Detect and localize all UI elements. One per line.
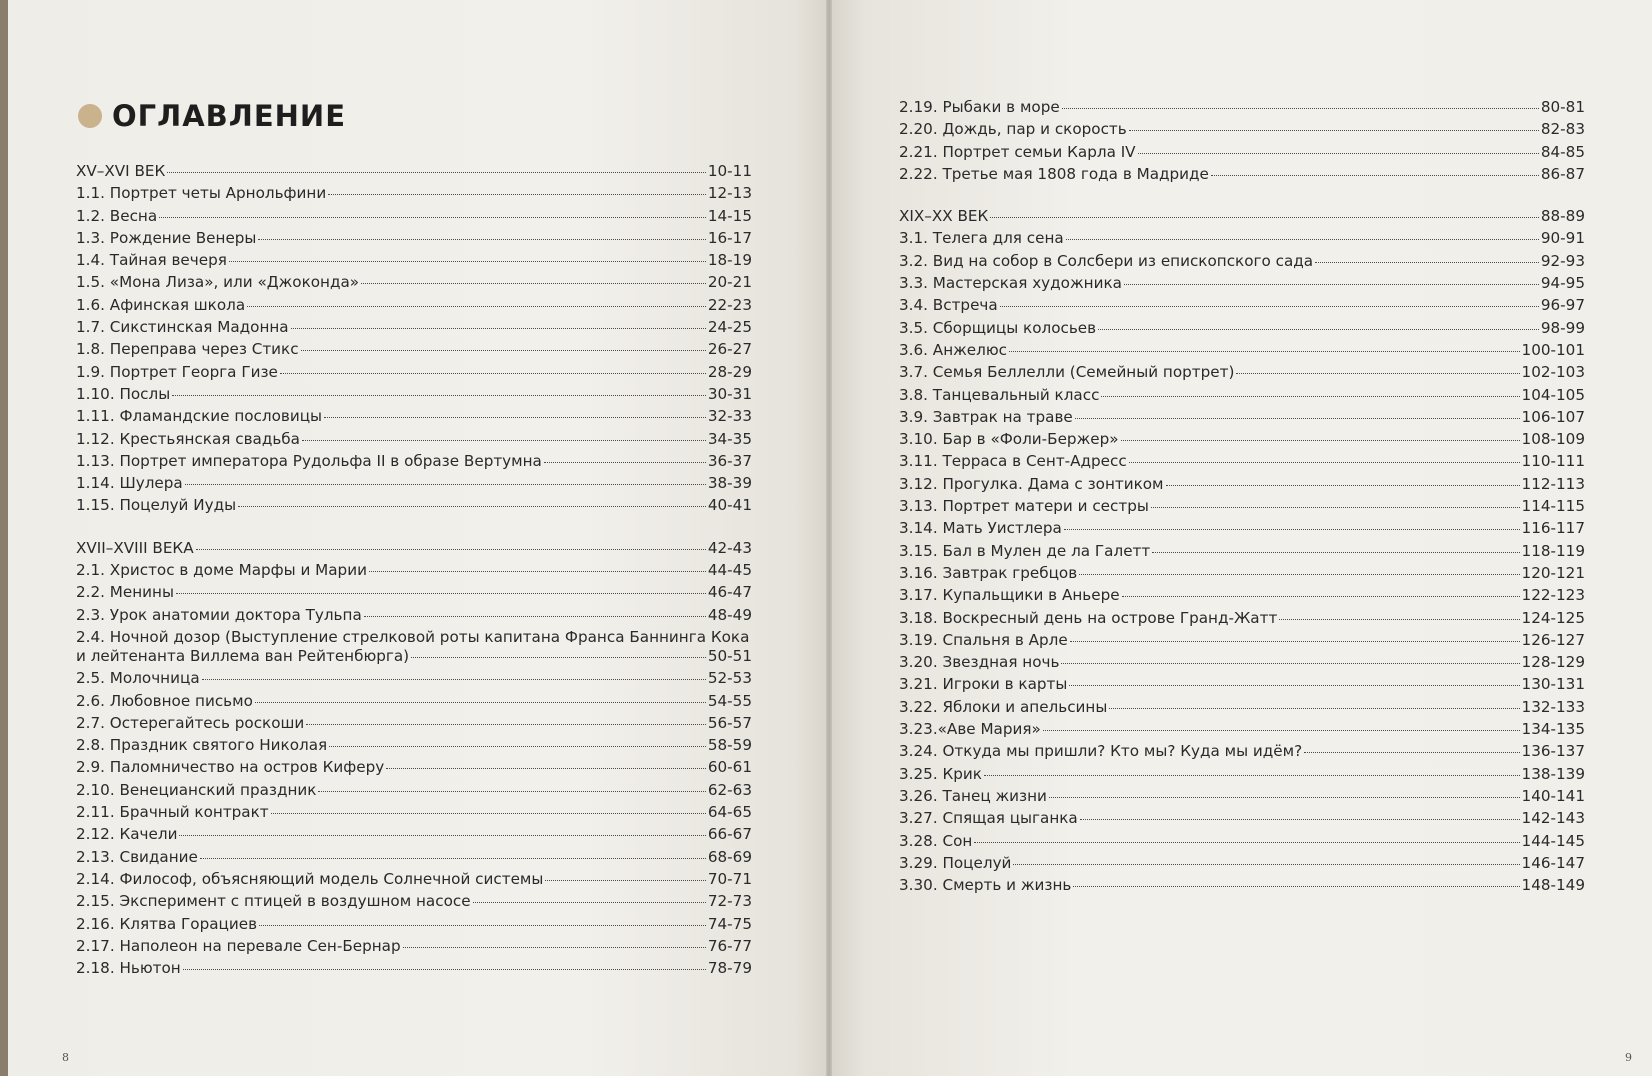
toc-entry-pages: 114-115 [1521, 497, 1585, 516]
toc-entry [76, 692, 752, 714]
toc-entry-pages: 88-89 [1540, 207, 1585, 226]
toc-entry [899, 519, 1585, 541]
dot-leader [403, 947, 706, 948]
dot-leader [159, 217, 706, 218]
toc-entry-pages: 50-51 [707, 646, 752, 665]
toc-entry [899, 319, 1585, 341]
toc-entry-title: XV–XVI ВЕК [76, 162, 166, 180]
toc-entry-pages: 122-123 [1521, 586, 1585, 605]
toc-entry-pages: 82-83 [1540, 120, 1585, 139]
toc-entry-pages: 134-135 [1521, 720, 1585, 739]
toc-entry-pages: 64-65 [707, 803, 752, 822]
dot-leader [990, 217, 1539, 218]
bullet-dot-icon [78, 104, 102, 128]
toc-entry-pages: 104-105 [1521, 385, 1585, 404]
dot-leader [473, 902, 706, 903]
dot-leader [1070, 641, 1520, 642]
toc-entry-pages: 68-69 [707, 847, 752, 866]
toc-entry-title: 3.5. Сборщицы колосьев [899, 318, 1097, 337]
dot-leader [202, 679, 706, 680]
toc-entry-title: 1.15. Поцелуй Иуды [76, 496, 237, 515]
dot-leader [1151, 507, 1520, 508]
toc-entry-pages: 54-55 [707, 691, 752, 710]
toc-entry-pages: 102-103 [1521, 363, 1585, 382]
toc-entry-title: 1.9. Портрет Георга Гизе [76, 362, 278, 381]
dot-leader [280, 373, 706, 374]
dot-leader [1122, 596, 1520, 597]
dot-leader [411, 657, 706, 658]
dot-leader [545, 880, 706, 881]
toc-entry-title: 2.5. Молочница [76, 669, 200, 688]
toc-entry-pages: 26-27 [707, 340, 752, 359]
toc-entry [76, 628, 752, 647]
toc-entry-title: 3.24. Откуда мы пришли? Кто мы? Куда мы идём? [899, 742, 1303, 761]
dot-leader [167, 172, 706, 173]
toc-entry [76, 803, 752, 825]
toc-entry [76, 825, 752, 847]
toc-entry-pages: 16-17 [707, 228, 752, 247]
dot-leader [369, 571, 706, 572]
toc-entry-pages: 116-117 [1521, 519, 1585, 538]
dot-leader [291, 328, 706, 329]
toc-entry-pages: 96-97 [1540, 296, 1585, 315]
toc-entry-title: и лейтенанта Виллема ван Рейтенбюрга) [76, 646, 410, 665]
toc-entry-pages: 142-143 [1521, 809, 1585, 828]
dot-leader [361, 283, 706, 284]
toc-entry-pages: 110-111 [1521, 452, 1585, 471]
toc-entry [76, 583, 752, 605]
toc-entry-pages: 140-141 [1521, 786, 1585, 805]
toc-entry-title: 3.14. Мать Уистлера [899, 519, 1062, 538]
dot-leader [238, 506, 706, 507]
dot-leader [259, 925, 706, 926]
toc-entry-pages: 84-85 [1540, 142, 1585, 161]
dot-leader [1079, 574, 1519, 575]
toc-entry-pages: 24-25 [707, 318, 752, 337]
toc-entry [76, 937, 752, 959]
dot-leader [1279, 619, 1519, 620]
toc-entry [899, 653, 1585, 675]
toc-entry-title: 3.20. Звездная ночь [899, 653, 1060, 672]
toc-entry [76, 340, 752, 362]
toc-entry-pages: 148-149 [1521, 876, 1585, 895]
dot-leader [176, 593, 706, 594]
toc-entry [899, 497, 1585, 519]
toc-entry-title: 2.3. Урок анатомии доктора Тульпа [76, 605, 362, 624]
dot-leader [1211, 175, 1539, 176]
toc-entry-pages: 14-15 [707, 206, 752, 225]
toc-entry-pages: 136-137 [1521, 742, 1585, 761]
dot-leader [1315, 262, 1539, 263]
page-number-right: 9 [1625, 1051, 1632, 1064]
toc-entry [76, 848, 752, 870]
toc-entry [899, 143, 1585, 165]
toc-entry-title: 3.15. Бал в Мулен де ла Галетт [899, 541, 1151, 560]
toc-entry-title: 3.18. Воскресный день на острове Гранд-Жатт [899, 608, 1278, 627]
toc-entry-title: 2.12. Качели [76, 825, 178, 844]
dot-leader [984, 775, 1520, 776]
contents-heading [78, 96, 346, 136]
dot-leader [196, 549, 706, 550]
toc-entry-pages: 32-33 [707, 407, 752, 426]
toc-entry-pages: 22-23 [707, 295, 752, 314]
toc-entry-pages: 76-77 [707, 936, 752, 955]
toc-entry-title: 3.16. Завтрак гребцов [899, 563, 1078, 582]
toc-entry-title: 3.19. Спальня в Арле [899, 630, 1068, 649]
toc-entry [899, 854, 1585, 876]
dot-leader [318, 791, 705, 792]
toc-entry-pages: 56-57 [707, 713, 752, 732]
toc-entry-pages: 10-11 [707, 162, 752, 180]
dot-leader [1129, 130, 1539, 131]
dot-leader [1124, 284, 1539, 285]
dot-leader [179, 835, 705, 836]
toc-entry-pages: 112-113 [1521, 474, 1585, 493]
dot-leader [364, 616, 706, 617]
toc-entry-pages: 40-41 [707, 496, 752, 515]
dot-leader [302, 440, 706, 441]
dot-leader [1166, 485, 1520, 486]
toc-entry [899, 631, 1585, 653]
toc-entry [899, 609, 1585, 631]
dot-leader [1000, 306, 1539, 307]
toc-entry-title: 2.19. Рыбаки в море [899, 98, 1060, 116]
section-gap [899, 187, 1585, 207]
dot-leader [183, 969, 706, 970]
toc-entry-pages: 30-31 [707, 384, 752, 403]
dot-leader [324, 417, 706, 418]
toc-entry-title: 3.4. Встреча [899, 296, 998, 315]
toc-entry [899, 408, 1585, 430]
toc-entry-pages: 58-59 [707, 736, 752, 755]
toc-entry-pages: 108-109 [1521, 430, 1585, 449]
toc-entry-pages: 42-43 [707, 538, 752, 557]
section-gap [76, 519, 752, 539]
left-page [8, 0, 826, 1076]
dot-leader [386, 768, 706, 769]
toc-entry [76, 452, 752, 474]
toc-entry-pages: 86-87 [1540, 164, 1585, 183]
toc-entry-pages: 128-129 [1521, 653, 1585, 672]
dot-leader [1049, 797, 1520, 798]
toc-entry-pages: 106-107 [1521, 407, 1585, 426]
dot-leader [1101, 396, 1519, 397]
toc-entry-title: 1.14. Шулера [76, 474, 183, 493]
toc-entry-pages: 94-95 [1540, 274, 1585, 293]
toc-entry-pages: 80-81 [1540, 98, 1585, 116]
toc-entry-pages: 130-131 [1521, 675, 1585, 694]
toc-entry [899, 296, 1585, 318]
dot-leader [258, 239, 705, 240]
toc-entry-pages: 36-37 [707, 451, 752, 470]
toc-entry-title: 1.2. Весна [76, 206, 158, 225]
dot-leader [172, 395, 706, 396]
toc-entry [76, 606, 752, 628]
toc-entry [899, 765, 1585, 787]
toc-entry-pages: 34-35 [707, 429, 752, 448]
toc-entry [76, 229, 752, 251]
toc-entry [76, 251, 752, 273]
toc-entry [899, 165, 1585, 187]
toc-entry [899, 564, 1585, 586]
toc-entry [899, 586, 1585, 608]
dot-leader [974, 842, 1519, 843]
dot-leader [200, 858, 706, 859]
toc-entry-title: 3.1. Телега для сена [899, 229, 1064, 248]
dot-leader [1304, 752, 1519, 753]
toc-entry-pages: 44-45 [707, 561, 752, 580]
toc-entry [899, 809, 1585, 831]
toc-entry-title: 3.13. Портрет матери и сестры [899, 497, 1149, 516]
toc-entry-title: 3.29. Поцелуй [899, 853, 1012, 872]
toc-entry-title: 2.2. Менины [76, 583, 174, 602]
toc-entry-title: 2.4. Ночной дозор (Выступление стрелковой роты капитана Франса Баннинга Кока [76, 627, 750, 646]
dot-leader [1152, 552, 1519, 553]
toc-entry-pages: 120-121 [1521, 563, 1585, 582]
toc-entry-title: 1.10. Послы [76, 384, 171, 403]
toc-entry-pages: 118-119 [1521, 541, 1585, 560]
toc-entry [76, 184, 752, 206]
toc-entry-title: 2.16. Клятва Горациев [76, 914, 258, 933]
toc-entry-title: 3.27. Спящая цыганка [899, 809, 1078, 828]
toc-entry [76, 363, 752, 385]
toc-entry [76, 207, 752, 229]
toc-entry-pages: 146-147 [1521, 853, 1585, 872]
page-title: ОГЛАВЛЕНИЕ [112, 99, 347, 133]
toc-entry [76, 647, 752, 669]
toc-entry-title: 3.10. Бар в «Фоли-Бержер» [899, 430, 1119, 449]
toc-entry [899, 430, 1585, 452]
toc-entry [76, 892, 752, 914]
toc-entry-title: 3.12. Прогулка. Дама с зонтиком [899, 474, 1164, 493]
toc-entry-title: XIX–XX ВЕК [899, 207, 989, 226]
dot-leader [1043, 730, 1520, 731]
dot-leader [1075, 418, 1520, 419]
toc-entry [76, 758, 752, 780]
dot-leader [1236, 373, 1519, 374]
toc-entry [76, 407, 752, 429]
dot-leader [1138, 153, 1539, 154]
toc-entry-pages: 62-63 [707, 780, 752, 799]
toc-entry [899, 720, 1585, 742]
toc-entry-pages: 92-93 [1540, 251, 1585, 270]
toc-entry-title: 2.13. Свидание [76, 847, 198, 866]
dot-leader [1069, 685, 1519, 686]
toc-entry-title: 1.13. Портрет императора Рудольфа II в образе Вертумна [76, 451, 542, 470]
toc-entry-pages: 46-47 [707, 583, 752, 602]
dot-leader [1098, 329, 1539, 330]
toc-entry [76, 714, 752, 736]
toc-entry [899, 452, 1585, 474]
toc-entry [76, 959, 752, 981]
toc-entry [899, 542, 1585, 564]
dot-leader [229, 261, 706, 262]
toc-entry-pages: 98-99 [1540, 318, 1585, 337]
toc-entry-title: 2.6. Любовное письмо [76, 691, 253, 710]
toc-entry-title: 1.1. Портрет четы Арнольфини [76, 184, 327, 203]
toc-entry [899, 363, 1585, 385]
toc-entry [899, 98, 1585, 120]
toc-entry [899, 742, 1585, 764]
toc-entry [76, 430, 752, 452]
toc-entry-title: 3.7. Семья Беллелли (Семейный портрет) [899, 363, 1235, 382]
dot-leader [1062, 108, 1539, 109]
dot-leader [328, 194, 706, 195]
toc-entry-pages: 126-127 [1521, 630, 1585, 649]
toc-entry-title: 1.8. Переправа через Стикс [76, 340, 299, 359]
toc-entry [899, 229, 1585, 251]
dot-leader [1109, 708, 1519, 709]
toc-entry-title: 3.23.«Аве Мария» [899, 720, 1041, 739]
dot-leader [329, 746, 706, 747]
toc-entry [899, 252, 1585, 274]
toc-entry-pages: 138-139 [1521, 764, 1585, 783]
toc-entry [76, 496, 752, 518]
dot-leader [1073, 886, 1519, 887]
toc-entry-title: 2.15. Эксперимент с птицей в воздушном насосе [76, 892, 471, 911]
toc-entry-title: 2.20. Дождь, пар и скорость [899, 120, 1127, 139]
toc-entry-pages: 28-29 [707, 362, 752, 381]
toc-entry-title: 3.2. Вид на собор в Солсбери из епископского сада [899, 251, 1314, 270]
toc-entry-title: 3.17. Купальщики в Аньере [899, 586, 1120, 605]
toc-entry [899, 698, 1585, 720]
page-number-left: 8 [62, 1051, 69, 1064]
toc-entry-title: XVII–XVIII ВЕКА [76, 538, 194, 557]
toc-entry-pages: 52-53 [707, 669, 752, 688]
right-page [832, 0, 1652, 1076]
toc-entry [899, 120, 1585, 142]
dot-leader [185, 484, 706, 485]
toc-entry-pages: 66-67 [707, 825, 752, 844]
toc-entry [899, 475, 1585, 497]
toc-entry-title: 3.28. Сон [899, 831, 973, 850]
dot-leader [544, 462, 706, 463]
toc-entry [76, 539, 752, 561]
toc-entry-pages: 48-49 [707, 605, 752, 624]
toc-entry-pages: 78-79 [707, 959, 752, 978]
toc-entry [76, 162, 752, 184]
toc-entry-pages: 72-73 [707, 892, 752, 911]
dot-leader [1009, 351, 1520, 352]
toc-right-column [899, 98, 1585, 898]
toc-entry-title: 3.26. Танец жизни [899, 786, 1047, 805]
toc-entry-title: 3.9. Завтрак на траве [899, 407, 1073, 426]
toc-entry-pages: 70-71 [707, 869, 752, 888]
toc-entry-title: 2.9. Паломничество на остров Киферу [76, 758, 385, 777]
dot-leader [1064, 529, 1520, 530]
toc-entry-title: 3.3. Мастерская художника [899, 274, 1122, 293]
toc-entry-title: 2.10. Венецианский праздник [76, 780, 317, 799]
toc-entry-title: 2.1. Христос в доме Марфы и Марии [76, 561, 367, 580]
toc-entry-pages: 60-61 [707, 758, 752, 777]
toc-entry-title: 2.8. Праздник святого Николая [76, 736, 328, 755]
toc-entry-title: 1.3. Рождение Венеры [76, 228, 257, 247]
toc-entry [899, 386, 1585, 408]
toc-entry [76, 474, 752, 496]
toc-entry-title: 3.25. Крик [899, 764, 982, 783]
toc-entry-title: 3.6. Анжелюс [899, 340, 1007, 359]
toc-entry [899, 341, 1585, 363]
toc-entry-title: 2.17. Наполеон на перевале Сен-Бернар [76, 936, 401, 955]
toc-entry-pages: 144-145 [1521, 831, 1585, 850]
toc-entry-pages: 18-19 [707, 251, 752, 270]
toc-left-column [76, 162, 752, 981]
toc-entry-title: 2.7. Остерегайтесь роскоши [76, 713, 305, 732]
toc-entry [899, 207, 1585, 229]
toc-entry-title: 3.30. Смерть и жизнь [899, 876, 1072, 895]
toc-entry [76, 385, 752, 407]
toc-entry-title: 3.11. Терраса в Сент-Адресс [899, 452, 1127, 471]
toc-entry-title: 1.12. Крестьянская свадьба [76, 429, 300, 448]
toc-entry [899, 787, 1585, 809]
toc-entry [76, 736, 752, 758]
dot-leader [306, 724, 706, 725]
toc-entry-title: 2.18. Ньютон [76, 959, 181, 978]
toc-entry-pages: 20-21 [707, 273, 752, 292]
toc-entry-pages: 100-101 [1521, 340, 1585, 359]
dot-leader [271, 813, 706, 814]
toc-entry-pages: 74-75 [707, 914, 752, 933]
toc-entry-pages: 132-133 [1521, 697, 1585, 716]
toc-entry-pages: 124-125 [1521, 608, 1585, 627]
toc-entry-title: 2.21. Портрет семьи Карла IV [899, 142, 1136, 161]
dot-leader [255, 702, 706, 703]
toc-entry-title: 2.14. Философ, объясняющий модель Солнечной системы [76, 869, 544, 888]
toc-entry-title: 1.11. Фламандские пословицы [76, 407, 323, 426]
dot-leader [1080, 819, 1520, 820]
toc-entry [899, 832, 1585, 854]
toc-entry [76, 561, 752, 583]
toc-entry [76, 870, 752, 892]
dot-leader [1061, 663, 1519, 664]
toc-entry-title: 1.6. Афинская школа [76, 295, 246, 314]
toc-entry-title: 1.5. «Мона Лиза», или «Джоконда» [76, 273, 360, 292]
toc-entry-title: 2.11. Брачный контракт [76, 803, 269, 822]
toc-entry [76, 318, 752, 340]
dot-leader [301, 350, 706, 351]
toc-entry-pages: 12-13 [707, 184, 752, 203]
toc-entry-title: 3.21. Игроки в карты [899, 675, 1068, 694]
toc-entry [899, 274, 1585, 296]
toc-entry-title: 1.4. Тайная вечеря [76, 251, 227, 270]
toc-entry [899, 675, 1585, 697]
toc-entry-title: 3.8. Танцевальный класс [899, 385, 1100, 404]
toc-entry [76, 781, 752, 803]
toc-entry-title: 2.22. Третье мая 1808 года в Мадриде [899, 164, 1209, 183]
toc-entry [76, 273, 752, 295]
toc-entry-pages: 38-39 [707, 474, 752, 493]
toc-entry-title: 3.22. Яблоки и апельсины [899, 697, 1108, 716]
toc-entry [76, 296, 752, 318]
dot-leader [247, 306, 706, 307]
toc-entry [76, 669, 752, 691]
dot-leader [1121, 440, 1520, 441]
toc-entry-pages: 90-91 [1540, 229, 1585, 248]
toc-entry-title: 1.7. Сикстинская Мадонна [76, 318, 289, 337]
dot-leader [1129, 462, 1520, 463]
dot-leader [1013, 864, 1519, 865]
toc-entry [899, 876, 1585, 898]
dot-leader [1066, 239, 1539, 240]
toc-entry [76, 915, 752, 937]
